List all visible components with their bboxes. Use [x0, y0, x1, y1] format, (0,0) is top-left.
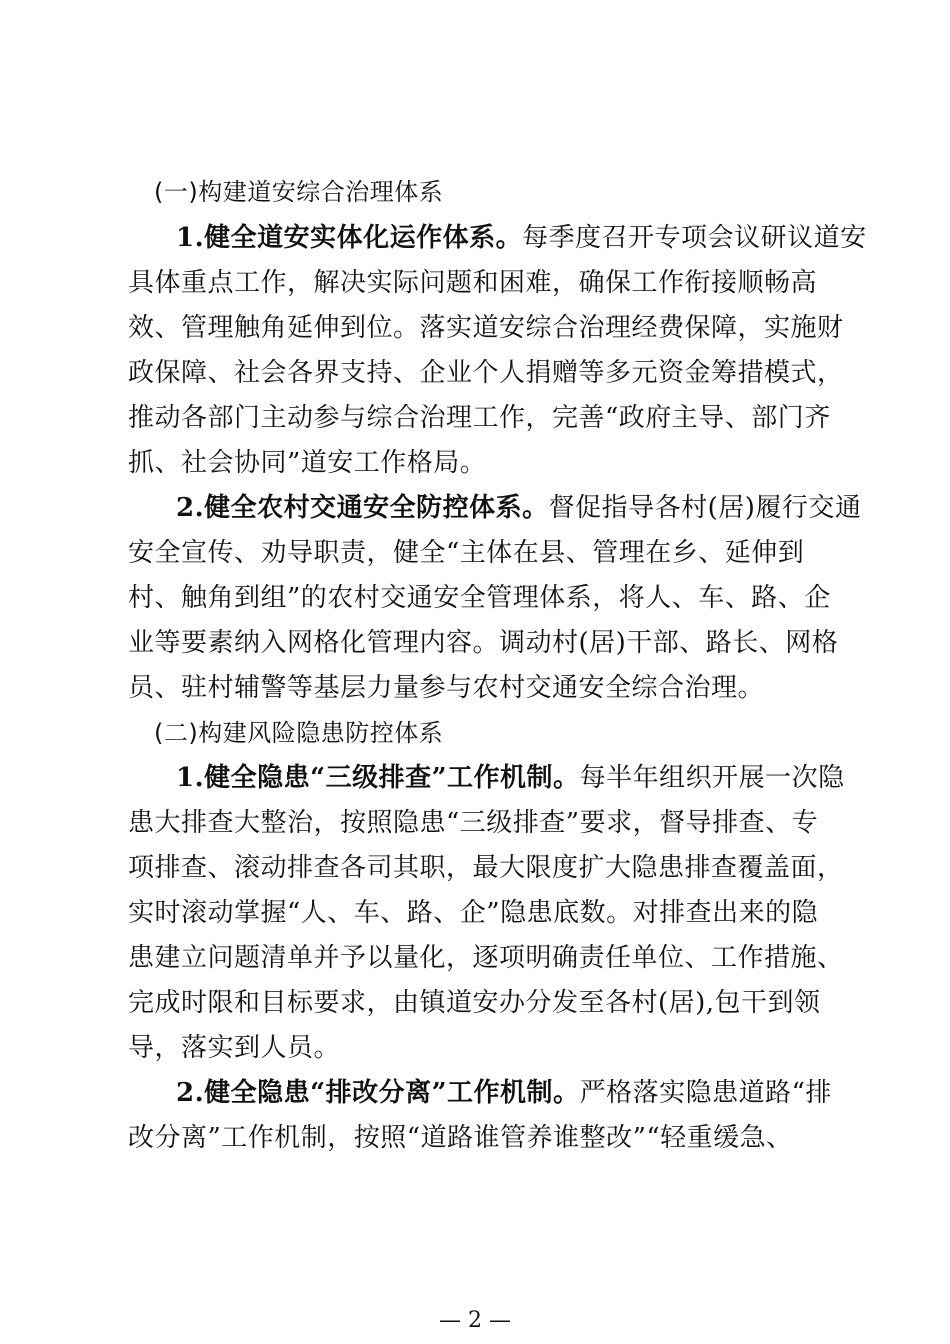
paragraph-1-2-first-line	[176, 486, 950, 530]
paragraph-title: 1.健全隐患“三级排查”工作机制。	[176, 763, 580, 793]
paragraph-line: 改分离”工作机制，按照“道路谁管养谁整改”“轻重缓急、	[128, 1123, 793, 1153]
paragraph-line: 员、驻村辅警等基层力量参与农村交通安全综合治理。	[128, 673, 765, 703]
paragraph-text: 每季度召开专项会议研议道安	[522, 223, 867, 253]
paragraph-line: 患建立问题清单并予以量化，逐项明确责任单位、工作措施、	[128, 943, 844, 973]
section-heading-1: (一)构建道安综合治理体系	[154, 178, 444, 206]
paragraph-text: 督促指导各村(居)履行交通	[548, 493, 862, 523]
paragraph-line: 效、管理触角延伸到位。落实道安综合治理经费保障，实施财	[128, 313, 844, 343]
paragraph-line: 推动各部门主动参与综合治理工作，完善“政府主导、部门齐	[128, 403, 831, 433]
paragraph-line: 实时滚动掌握“人、车、路、企”隐患底数。对排查出来的隐	[128, 898, 819, 928]
paragraph-2-1-first-line	[176, 756, 950, 800]
paragraph-line: 村、触角到组”的农村交通安全管理体系，将人、车、路、企	[128, 583, 831, 613]
paragraph-line: 项排查、滚动排查各司其职，最大限度扩大隐患排查覆盖面，	[128, 853, 844, 883]
paragraph-2-2-first-line	[176, 1071, 950, 1115]
page-number: — 2 —	[439, 1308, 511, 1333]
paragraph-text: 严格落实隐患道路“排	[579, 1078, 832, 1108]
paragraph-line: 导，落实到人员。	[128, 1033, 341, 1063]
paragraph-line: 具体重点工作，解决实际问题和困难，确保工作衔接顺畅高	[128, 268, 818, 298]
paragraph-text: 每半年组织开展一次隐	[579, 763, 845, 793]
paragraph-line: 政保障、社会各界支持、企业个人捐赠等多元资金筹措模式，	[128, 358, 844, 388]
paragraph-line: 业等要素纳入网格化管理内容。调动村(居)干部、路长、网格	[128, 628, 839, 658]
section-heading-2: (二)构建风险隐患防控体系	[154, 719, 444, 747]
paragraph-line: 患大排查大整治，按照隐患“三级排查”要求，督导排查、专	[128, 808, 819, 838]
paragraph-1-1-first-line	[176, 216, 950, 260]
paragraph-title: 2.健全隐患“排改分离”工作机制。	[176, 1078, 580, 1108]
paragraph-line: 完成时限和目标要求，由镇道安办分发至各村(居),包干到领	[128, 988, 821, 1018]
paragraph-line: 安全宣传、劝导职责，健全“主体在县、管理在乡、延伸到	[128, 538, 805, 568]
paragraph-line: 抓、社会协同”道安工作格局。	[128, 448, 487, 478]
paragraph-title: 2.健全农村交通安全防控体系。	[176, 493, 549, 523]
paragraph-title: 1.健全道安实体化运作体系。	[176, 223, 523, 253]
